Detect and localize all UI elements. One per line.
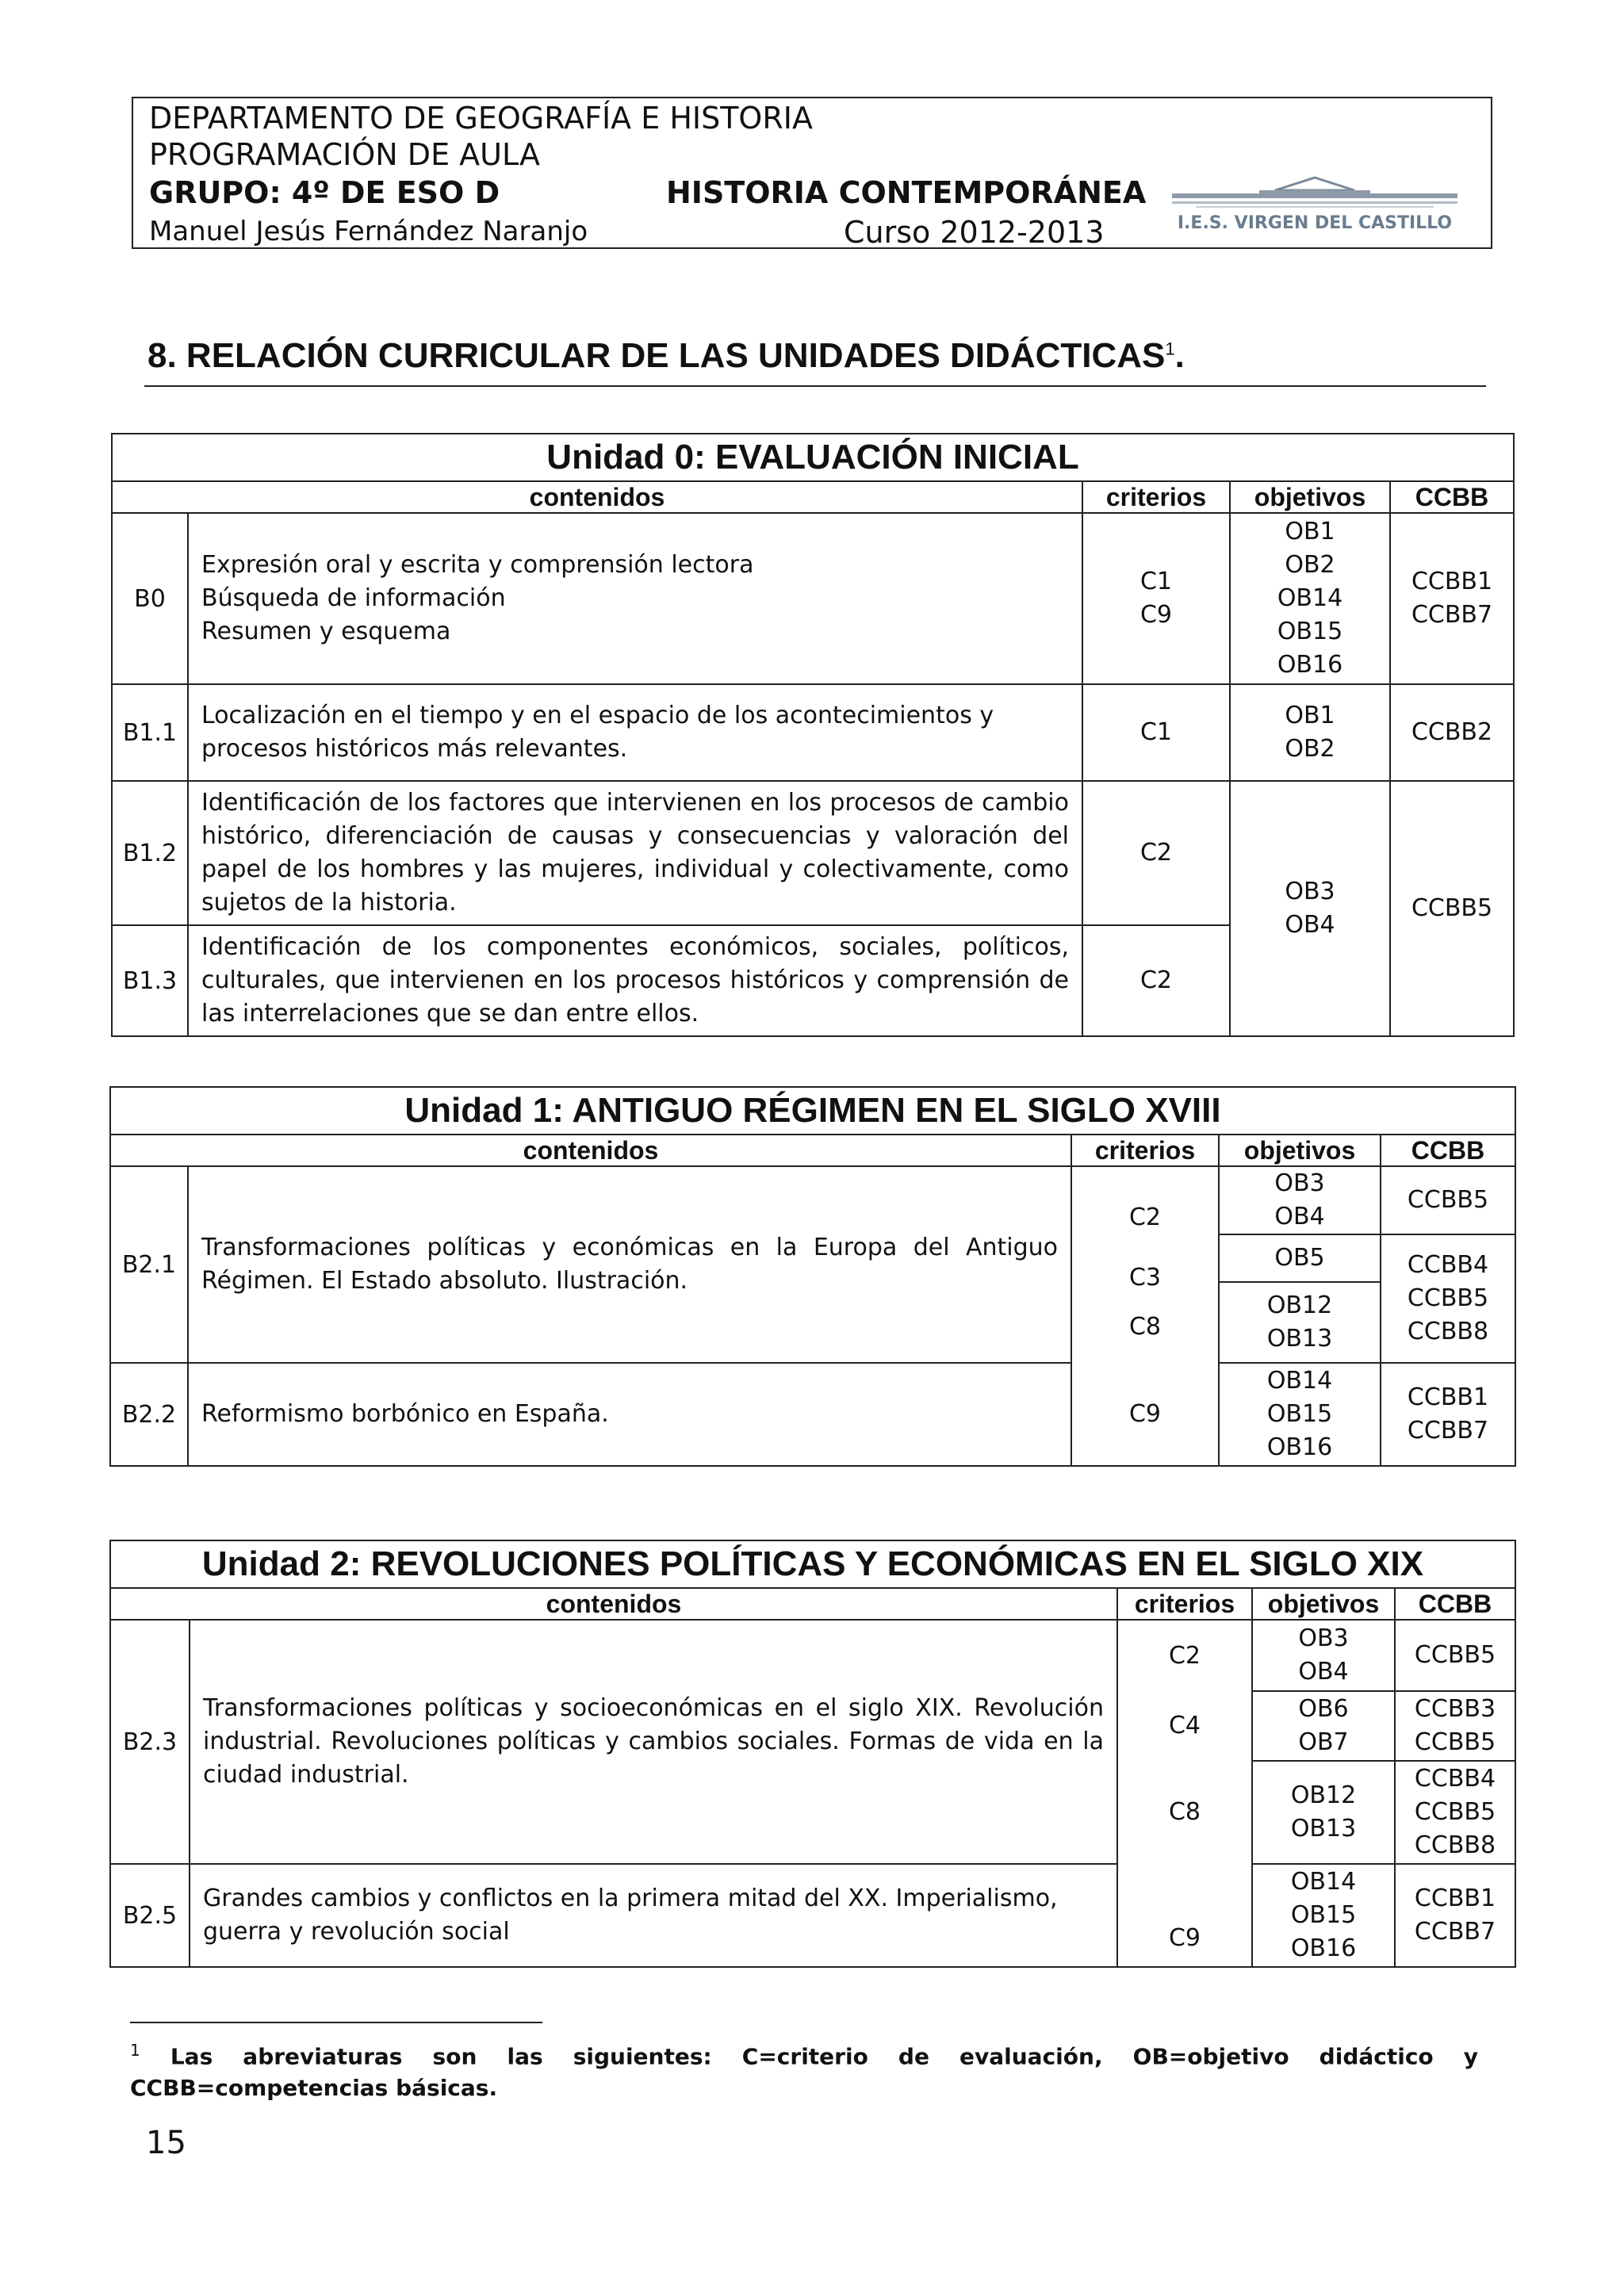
unit-2-table bbox=[109, 1540, 1516, 1968]
ccbb: CCBB5 bbox=[1414, 1798, 1496, 1826]
block-code: B2.1 bbox=[110, 1166, 188, 1363]
objetivos-cell bbox=[1219, 1363, 1381, 1466]
objetivo: OB1 bbox=[1285, 702, 1335, 729]
table-row bbox=[110, 1620, 1515, 1691]
header-contenidos: contenidos bbox=[110, 1588, 1117, 1620]
ccbb-cell: CCBB5 bbox=[1390, 781, 1514, 1036]
criterio: C8 bbox=[1117, 1761, 1252, 1864]
logo-text: I.E.S. VIRGEN DEL CASTILLO bbox=[1177, 213, 1453, 233]
footnote-ref: 1 bbox=[1165, 339, 1175, 359]
section-title-text: 8. RELACIÓN CURRICULAR DE LAS UNIDADES DIDÁCTICAS bbox=[147, 336, 1166, 375]
objetivo: OB2 bbox=[1285, 735, 1335, 763]
header-contenidos: contenidos bbox=[112, 481, 1082, 513]
header-criterios: criterios bbox=[1071, 1135, 1219, 1166]
objetivos-cell bbox=[1230, 513, 1390, 684]
objetivo: OB15 bbox=[1266, 1400, 1333, 1428]
unit-1-table bbox=[109, 1086, 1516, 1467]
block-content: Identificación de los componentes económicos, sociales, políticos, culturales, que intervienen en los procesos históricos y comprensión de las interrelaciones que se dan entre ellos. bbox=[188, 925, 1082, 1036]
block-content: Grandes cambios y conflictos en la primera mitad del XX. Imperialismo, guerra y revolución social bbox=[190, 1864, 1117, 1967]
block-content: Transformaciones políticas y socioeconómicas en el siglo XIX. Revolución industrial. Revoluciones políticas y cambios sociales. Formas de vida en la ciudad industrial. bbox=[190, 1620, 1117, 1864]
objetivos-cell bbox=[1219, 1166, 1381, 1234]
table-row bbox=[112, 684, 1514, 781]
criterios-cell: C2 bbox=[1082, 781, 1230, 925]
objetivos-cell bbox=[1252, 1620, 1395, 1691]
objetivo: OB3 bbox=[1298, 1624, 1349, 1652]
table-row bbox=[110, 1363, 1515, 1466]
objetivos-cell bbox=[1230, 684, 1390, 781]
ccbb-cell bbox=[1395, 1691, 1515, 1761]
objetivo: OB1 bbox=[1285, 518, 1335, 545]
objetivo: OB15 bbox=[1277, 618, 1343, 645]
objetivo: OB3 bbox=[1285, 878, 1335, 905]
objetivos-cell bbox=[1230, 781, 1390, 1036]
objetivo: OB3 bbox=[1274, 1169, 1325, 1197]
criterio: C9 bbox=[1139, 601, 1173, 629]
unit-2-title: Unidad 2: REVOLUCIONES POLÍTICAS Y ECONÓMICAS EN EL SIGLO XIX bbox=[110, 1540, 1515, 1588]
objetivos-cell bbox=[1219, 1282, 1381, 1363]
criterio: C2 bbox=[1117, 1620, 1252, 1691]
unit-0-table bbox=[111, 433, 1515, 1037]
objetivo: OB4 bbox=[1285, 911, 1335, 939]
criterio: C3 bbox=[1128, 1264, 1162, 1292]
block-code: B0 bbox=[112, 513, 188, 684]
objetivo: OB14 bbox=[1266, 1367, 1333, 1395]
ccbb: CCBB5 bbox=[1414, 1728, 1496, 1756]
criterios-cell bbox=[1082, 513, 1230, 684]
ccbb-cell: CCBB5 bbox=[1395, 1620, 1515, 1691]
objetivos-cell bbox=[1252, 1761, 1395, 1864]
program-title: PROGRAMACIÓN DE AULA bbox=[149, 137, 540, 172]
footnote bbox=[130, 2034, 1478, 2104]
objetivo: OB12 bbox=[1290, 1781, 1357, 1809]
content-line: Expresión oral y escrita y comprensión lectora bbox=[201, 551, 754, 579]
block-code: B1.2 bbox=[112, 781, 188, 925]
header-criterios: criterios bbox=[1117, 1588, 1252, 1620]
footnote-mark: 1 bbox=[130, 2041, 140, 2060]
header-objetivos: objetivos bbox=[1230, 481, 1390, 513]
header-objetivos: objetivos bbox=[1219, 1135, 1381, 1166]
objetivo: OB4 bbox=[1298, 1658, 1349, 1686]
ccbb-cell bbox=[1395, 1761, 1515, 1864]
objetivo: OB13 bbox=[1290, 1815, 1357, 1843]
table-row bbox=[110, 1864, 1515, 1967]
objetivo: OB13 bbox=[1266, 1325, 1333, 1353]
block-code: B1.3 bbox=[112, 925, 188, 1036]
criterio: C4 bbox=[1117, 1691, 1252, 1761]
footnote-divider bbox=[130, 2022, 542, 2023]
ccbb: CCBB3 bbox=[1414, 1695, 1496, 1723]
objetivo: OB12 bbox=[1266, 1292, 1333, 1319]
author-name: Manuel Jesús Fernández Naranjo bbox=[149, 216, 588, 247]
block-content: Reformismo borbónico en España. bbox=[188, 1363, 1071, 1466]
objetivos-cell bbox=[1252, 1864, 1395, 1967]
objetivo: OB16 bbox=[1290, 1934, 1357, 1962]
header-ccbb: CCBB bbox=[1381, 1135, 1515, 1166]
ccbb: CCBB8 bbox=[1414, 1831, 1496, 1859]
criterios-cell bbox=[1071, 1234, 1219, 1363]
criterio: C9 bbox=[1117, 1864, 1252, 1967]
criterio: C9 bbox=[1071, 1363, 1219, 1466]
objetivo: OB4 bbox=[1274, 1203, 1325, 1230]
ccbb: CCBB1 bbox=[1407, 1383, 1489, 1411]
criterios-cell: C2 bbox=[1082, 925, 1230, 1036]
objetivo: OB14 bbox=[1277, 584, 1343, 612]
subject-label: HISTORIA CONTEMPORÁNEA bbox=[666, 175, 1147, 210]
table-row bbox=[110, 1166, 1515, 1234]
header-criterios: criterios bbox=[1082, 481, 1230, 513]
header-ccbb: CCBB bbox=[1395, 1588, 1515, 1620]
ccbb-cell bbox=[1381, 1363, 1515, 1466]
section-title bbox=[147, 336, 1185, 376]
ccbb: CCBB7 bbox=[1414, 1918, 1496, 1946]
objetivo: OB16 bbox=[1266, 1433, 1333, 1461]
footnote-text: Las abreviaturas son las siguientes: C=criterio de evaluación, OB=objetivo didáctico y CCBB=competencias básicas. bbox=[130, 2043, 1478, 2102]
objetivos-cell bbox=[1252, 1691, 1395, 1761]
ccbb-cell: CCBB5 bbox=[1381, 1166, 1515, 1234]
ccbb: CCBB7 bbox=[1407, 1417, 1489, 1445]
department-name: DEPARTAMENTO DE GEOGRAFÍA E HISTORIA bbox=[149, 101, 813, 136]
criterios-cell: C1 bbox=[1082, 684, 1230, 781]
header-objetivos: objetivos bbox=[1252, 1588, 1395, 1620]
block-content bbox=[188, 513, 1082, 684]
ccbb: CCBB4 bbox=[1414, 1765, 1496, 1793]
unit-0-title: Unidad 0: EVALUACIÓN INICIAL bbox=[112, 434, 1514, 481]
ccbb-cell bbox=[1395, 1864, 1515, 1967]
course-label: Curso 2012-2013 bbox=[844, 215, 1105, 250]
objetivo: OB15 bbox=[1290, 1901, 1357, 1929]
ccbb: CCBB8 bbox=[1407, 1318, 1489, 1345]
ccbb-cell: CCBB2 bbox=[1390, 684, 1514, 781]
header-ccbb: CCBB bbox=[1390, 481, 1514, 513]
block-code: B2.5 bbox=[110, 1864, 190, 1967]
criterio: C8 bbox=[1128, 1313, 1162, 1341]
objetivo: OB16 bbox=[1277, 651, 1343, 679]
ccbb-cell bbox=[1390, 513, 1514, 684]
header-contenidos: contenidos bbox=[110, 1135, 1071, 1166]
table-row bbox=[112, 781, 1514, 925]
group-label: GRUPO: 4º DE ESO D bbox=[149, 175, 500, 210]
ccbb: CCBB5 bbox=[1407, 1284, 1489, 1312]
objetivo: OB14 bbox=[1290, 1868, 1357, 1896]
objetivo: OB7 bbox=[1298, 1728, 1349, 1756]
section-title-end: . bbox=[1174, 336, 1185, 375]
criterio: C2 bbox=[1071, 1166, 1219, 1234]
school-logo bbox=[1164, 166, 1465, 246]
block-code: B2.2 bbox=[110, 1363, 188, 1466]
page-header bbox=[132, 97, 1492, 249]
content-line: Resumen y esquema bbox=[201, 618, 451, 645]
section-divider bbox=[144, 385, 1486, 387]
ccbb: CCBB4 bbox=[1407, 1251, 1489, 1279]
criterio: C1 bbox=[1139, 568, 1173, 595]
block-content: Transformaciones políticas y económicas en la Europa del Antiguo Régimen. El Estado absoluto. Ilustración. bbox=[188, 1166, 1071, 1363]
block-code: B1.1 bbox=[112, 684, 188, 781]
block-content: Identificación de los factores que intervienen en los procesos de cambio histórico, diferenciación de causas y consecuencias y valoración del papel de los hombres y las mujeres, individual y colectivamente, como sujetos de la historia. bbox=[188, 781, 1082, 925]
objetivos-cell: OB5 bbox=[1219, 1234, 1381, 1282]
block-code: B2.3 bbox=[110, 1620, 190, 1864]
ccbb: CCBB1 bbox=[1411, 568, 1493, 595]
ccbb-cell bbox=[1381, 1234, 1515, 1363]
unit-1-title: Unidad 1: ANTIGUO RÉGIMEN EN EL SIGLO XVIII bbox=[110, 1087, 1515, 1135]
block-content: Localización en el tiempo y en el espacio de los acontecimientos y procesos históricos más relevantes. bbox=[188, 684, 1082, 781]
objetivo: OB6 bbox=[1298, 1695, 1349, 1723]
ccbb: CCBB1 bbox=[1414, 1885, 1496, 1912]
objetivo: OB2 bbox=[1285, 551, 1335, 579]
page-number: 15 bbox=[146, 2125, 186, 2161]
content-line: Búsqueda de información bbox=[201, 584, 506, 612]
ccbb: CCBB7 bbox=[1411, 601, 1493, 629]
table-row bbox=[112, 513, 1514, 684]
